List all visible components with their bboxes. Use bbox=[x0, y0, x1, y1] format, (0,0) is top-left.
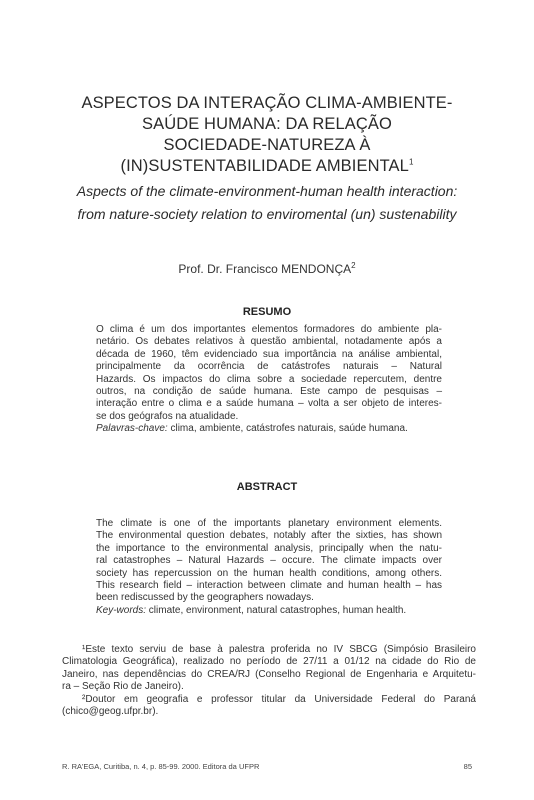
keywords-label: Palavras-chave: bbox=[96, 423, 168, 435]
resumo-line: principalmente da ocorrência de catástrofes naturais – Natural bbox=[96, 361, 442, 373]
keywords-label: Key-words: bbox=[96, 604, 147, 616]
title-line: ASPECTOS DA INTERAÇÃO CLIMA-AMBIENTE- bbox=[81, 94, 453, 112]
subtitle-line: from nature-society relation to enviromental (un) sustenability bbox=[77, 206, 457, 222]
resumo-keywords bbox=[96, 423, 442, 435]
abstract-line: society has repercussion on the human health conditions, among others. bbox=[96, 567, 442, 579]
footnote-1-line: ¹Este texto serviu de base à palestra proferida no IV SBCG (Simpósio Brasileiro bbox=[82, 644, 476, 655]
title-line-text: (IN)SUSTENTABILIDADE AMBIENTAL bbox=[120, 157, 409, 175]
abstract-line: The climate is one of the importants planetary environment elements. bbox=[96, 518, 442, 529]
resumo-heading: RESUMO bbox=[242, 306, 292, 318]
subtitle-line: Aspects of the climate-environment-human health interaction: bbox=[76, 183, 458, 199]
footnote-1-line: ra – Seção Rio de Janeiro). bbox=[62, 681, 184, 693]
resumo-line: década de 1960, têm evidenciado sua importância na análise ambiental, bbox=[96, 348, 442, 360]
article-title bbox=[40, 93, 494, 177]
author-byline bbox=[0, 262, 534, 276]
footnote-2-line: ²Doutor em geografia e professor titular da Universidade Federal do Paraná bbox=[82, 693, 476, 705]
resumo-body bbox=[96, 324, 442, 436]
footnote-1-line: Climatologia Geográfica), realizado no período de 27/11 a 01/12 na cidade do Rio de bbox=[62, 656, 476, 668]
journal-citation: R. RA'EGA, Curitiba, n. 4, p. 85-99. 2000. Editora da UFPR bbox=[62, 762, 260, 771]
abstract-line: the importance to the environmental analysis, principally when the natu- bbox=[96, 542, 442, 554]
resumo-line: netário. Os debates relativos à questão ambiental, notadamente após a bbox=[96, 336, 442, 348]
article-subtitle bbox=[20, 180, 514, 226]
resumo-line: se dos geógrafos na atualidade. bbox=[96, 410, 239, 422]
resumo-line: outros, na condição de saúde humana. Este campo de pesquisas – bbox=[96, 386, 442, 398]
abstract-line: been rediscussed by the geographers nowadays. bbox=[96, 592, 314, 604]
title-line: SOCIEDADE-NATUREZA À bbox=[163, 136, 371, 154]
abstract-body bbox=[96, 518, 442, 617]
author-name: Prof. Dr. Francisco MENDONÇA bbox=[178, 262, 352, 276]
footnotes bbox=[62, 644, 476, 718]
resumo-line: Hazards. Os impactos do clima sobre a sociedade repercutem, dentre bbox=[96, 373, 442, 385]
page-number: 85 bbox=[463, 762, 472, 771]
title-line bbox=[40, 156, 494, 177]
abstract-keywords bbox=[96, 605, 442, 617]
footnote-1-line: Janeiro, nas dependências do CREA/RJ (Conselho Regional de Engenharia e Arquitetu- bbox=[62, 668, 476, 680]
keywords-text: clima, ambiente, catástrofes naturais, saúde humana. bbox=[167, 423, 408, 435]
title-line: SAÚDE HUMANA: DA RELAÇÃO bbox=[142, 115, 392, 133]
keywords-text: climate, environment, natural catastrophes, human health. bbox=[146, 604, 407, 616]
abstract-line: This research field – interaction between climate and human health – has bbox=[96, 580, 442, 592]
author-footnote-mark: 2 bbox=[351, 261, 356, 270]
resumo-line: interação entre o clima e a saúde humana – volta a ser objeto de interes- bbox=[96, 398, 442, 410]
resumo-line: O clima é um dos importantes elementos formadores do ambiente pla- bbox=[96, 324, 442, 335]
footnote-2-line: (chico@geog.ufpr.br). bbox=[62, 706, 159, 718]
abstract-line: The environmental question debates, notably after the sixties, has shown bbox=[96, 530, 442, 542]
title-footnote-mark: 1 bbox=[408, 157, 414, 167]
abstract-line: ral catastrophes – Natural Hazards – occure. The climate impacts over bbox=[96, 555, 442, 567]
abstract-heading: ABSTRACT bbox=[236, 481, 298, 493]
